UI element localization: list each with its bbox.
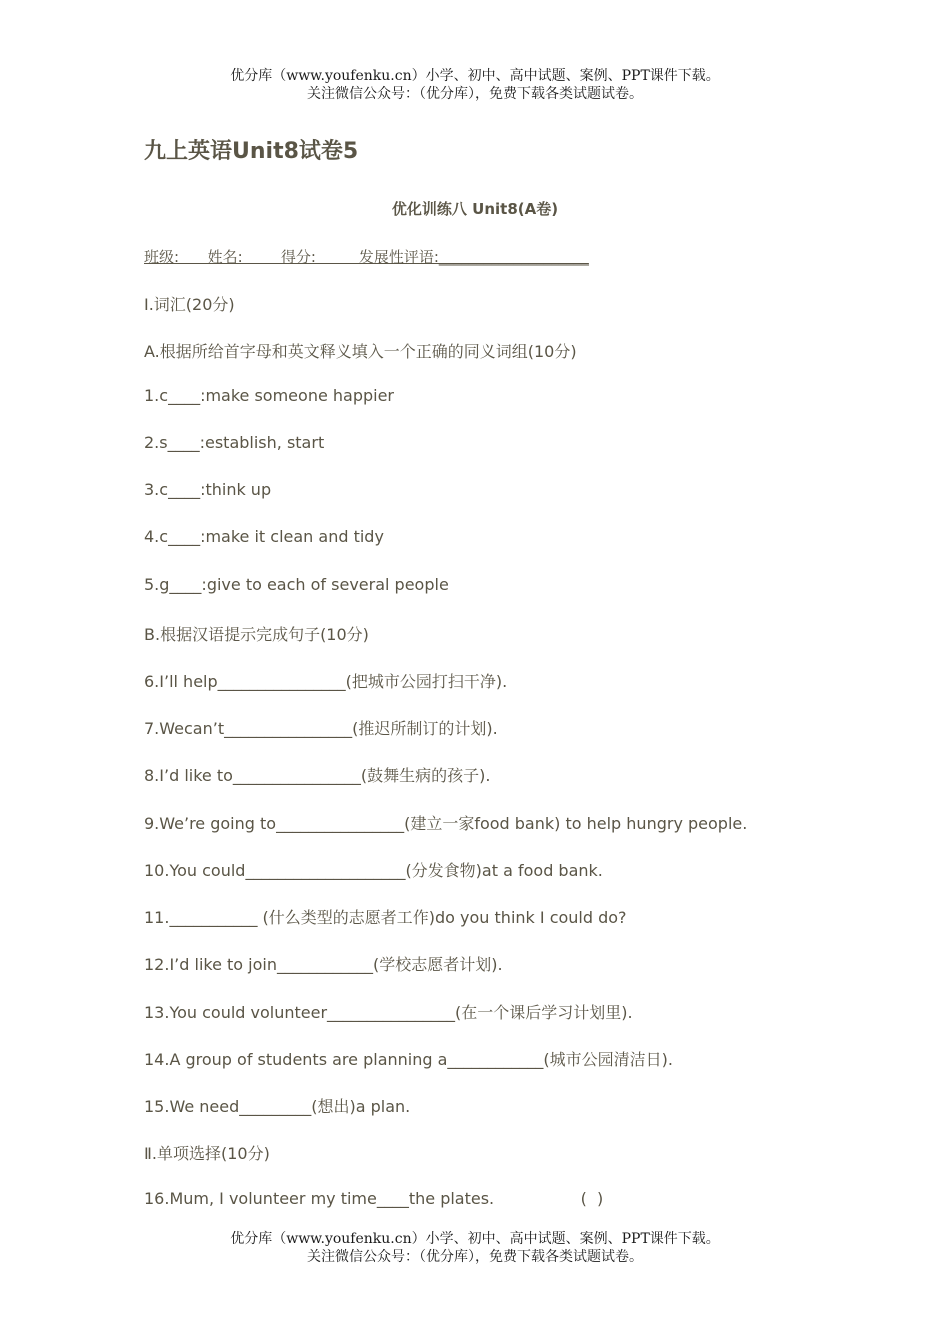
question-6: 6.I’ll help________________(把城市公园打扫干净). [144, 672, 508, 691]
question-1: 1.c____:make someone happier [144, 386, 395, 405]
question-8: 8.I’d like to________________(鼓舞生病的孩子). [144, 766, 491, 785]
question-9: 9.We’re going to________________(建立一家food bank) to help hungry people. [144, 814, 748, 833]
question-5: 5.g____:give to each of several people [144, 575, 449, 594]
section-2-heading: Ⅱ.单项选择(10分) [144, 1144, 270, 1163]
part-b-instruction: B.根据汉语提示完成句子(10分) [144, 625, 369, 644]
section-1-heading: Ⅰ.词汇(20分) [144, 295, 235, 314]
student-info-line: 班级: 姓名: 得分: 发展性评语:____________________ [144, 248, 589, 266]
document-subtitle: 优化训练八 Unit8(A卷) [391, 200, 559, 218]
question-3: 3.c____:think up [144, 480, 272, 499]
header-line-1: 优分库（www.youfenku.cn）小学、初中、高中试题、案例、PPT课件下载。 [230, 68, 720, 84]
page-header [0, 67, 950, 103]
question-13: 13.You could volunteer________________(在一个课后学习计划里). [144, 1003, 633, 1022]
question-11: 11.___________ (什么类型的志愿者工作)do you think I could do? [144, 908, 627, 927]
question-4: 4.c____:make it clean and tidy [144, 527, 384, 546]
footer-line-1: 优分库（www.youfenku.cn）小学、初中、高中试题、案例、PPT课件下载。 [230, 1231, 720, 1247]
footer-line-2: 关注微信公众号：（优分库），免费下载各类试题试卷。 [307, 1249, 643, 1265]
header-line-2: 关注微信公众号：（优分库），免费下载各类试题试卷。 [307, 86, 643, 102]
page-footer [0, 1230, 950, 1266]
part-a-instruction: A.根据所给首字母和英文释义填入一个正确的同义词组(10分) [144, 342, 577, 361]
question-7: 7.Wecan’t________________(推迟所制订的计划). [144, 719, 498, 738]
document-title: 九上英语Unit8试卷5 [144, 139, 359, 164]
question-12: 12.I’d like to join____________(学校志愿者计划). [144, 955, 503, 974]
question-14: 14.A group of students are planning a____________(城市公园清洁日). [144, 1050, 673, 1069]
question-2: 2.s____:establish, start [144, 433, 325, 452]
question-15: 15.We need_________(想出)a plan. [144, 1097, 411, 1116]
question-10: 10.You could____________________(分发食物)at a food bank. [144, 861, 603, 880]
question-16: 16.Mum, I volunteer my time____the plates. ( ) [144, 1189, 604, 1208]
